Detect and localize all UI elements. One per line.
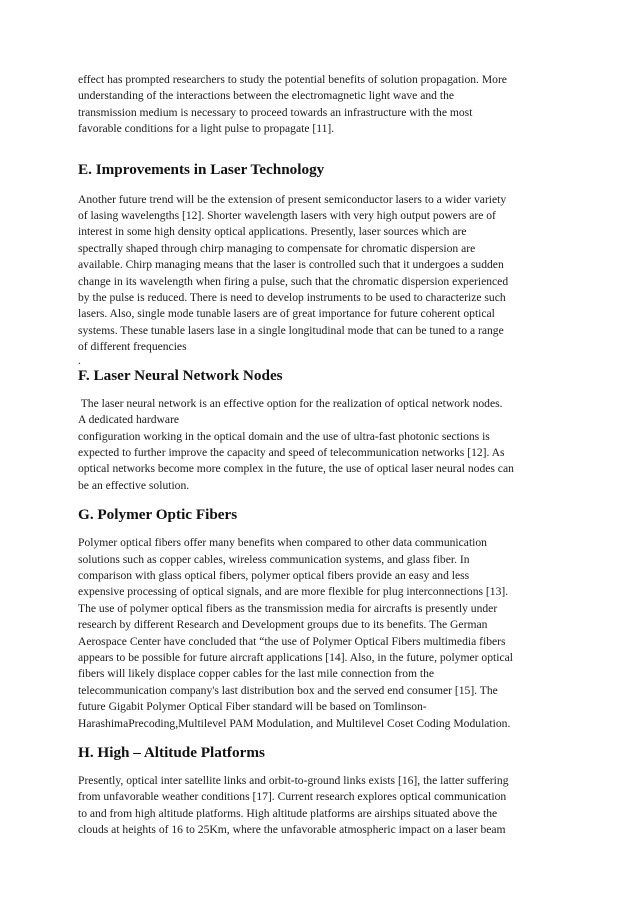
section-e-line: of lasing wavelengths [12]. Shorter wavelength lasers with very high output powers are of [78,209,496,223]
section-e-line: systems. These tunable lasers lase in a single longitudinal mode that can be tuned to a range [78,323,504,337]
section-h-line: to and from high altitude platforms. High altitude platforms are airships situated above the [78,806,498,820]
section-e-paragraph [78,192,568,365]
section-f-paragraph [78,396,568,494]
section-e-line: spectrally shaped through chirp managing to compensate for chromatic dispersion are [78,241,476,255]
section-g-line: research by different Research and Development groups due to its benefits. The German [78,618,488,632]
section-g-line: future Gigabit Polymer Optical Fiber standard will be based on Tomlinson- [78,700,427,714]
section-e-line: available. Chirp managing means that the laser is controlled such that it undergoes a sudden [78,258,504,272]
section-f-line: A dedicated hardware [78,413,180,427]
section-e-line: . [78,353,81,367]
section-f-line: be an effective solution. [78,478,190,492]
intro-line: understanding of the interactions between the electromagnetic light wave and the [78,89,455,103]
section-e-line: interest in some high density optical applications. Presently, laser sources which are [78,225,467,239]
section-f-line: expected to further improve the capacity and speed of telecommunication networks [12]. As [78,445,505,459]
section-f-line: optical networks become more complex in the future, the use of optical laser neural nodes can [78,462,514,476]
section-g-line: solutions such as copper cables, wireless communication systems, and glass fiber. In [78,552,470,566]
section-g-line: appears to be possible for future aircraft applications [14]. Also, in the future, polymer optical [78,650,513,664]
section-h-line: Presently, optical inter satellite links and orbit-to-ground links exists [16], the latter suffering [78,774,509,787]
section-f-line: configuration working in the optical domain and the use of ultra-fast photonic sections is [78,429,490,443]
section-e-line: by the pulse is reduced. There is need to develop instruments to be used to characterize such [78,291,506,305]
section-h-line: from unfavorable weather conditions [17]. Current research explores optical communication [78,790,507,804]
section-g-line: telecommunication company's last distribution box and the served end consumer [15]. The [78,683,498,697]
intro-line: favorable conditions for a light pulse to propagate [11]. [78,122,335,136]
section-f-line: The laser neural network is an effective option for the realization of optical network nodes. [78,396,503,410]
section-g-paragraph [78,535,568,732]
section-g-line: comparison with glass optical fibers, polymer optical fibers provide an easy and less [78,568,470,582]
section-heading-h: H. High – Altitude Platforms [78,744,265,761]
section-heading-e: E. Improvements in Laser Technology [78,160,325,178]
section-g-line: expensive processing of optical signals, and are more flexible for plug interconnections [13]. [78,585,509,599]
intro-line: transmission medium is necessary to proceed towards an infrastructure with the most [78,105,473,119]
section-g-line: HarashimaPrecoding,Multilevel PAM Modulation, and Multilevel Coset Coding Modulation. [78,716,511,730]
section-g-line: The use of polymer optical fibers as the transmission media for aircrafts is presently under [78,601,498,615]
section-g-line: fibers will likely displace copper cables for the last mile connection from the [78,667,435,681]
section-h-line: clouds at heights of 16 to 25Km, where the unfavorable atmospheric impact on a laser beam [78,823,506,837]
section-e-line: lasers. Also, single mode tunable lasers are of great importance for future coherent optical [78,307,495,321]
section-heading-g: G. Polymer Optic Fibers [78,506,238,524]
intro-line: effect has prompted researchers to study the potential benefits of solution propagation. More [78,73,507,86]
section-e-line: Another future trend will be the extension of present semiconductor lasers to a wider variety [78,192,507,206]
section-h-paragraph [78,773,568,839]
section-g-line: Aerospace Center have concluded that “the use of Polymer Optical Fibers multimedia fibers [78,634,506,648]
section-heading-f: F. Laser Neural Network Nodes [78,366,283,384]
section-e-line: change in its wavelength when firing a pulse, such that the chromatic dispersion experienced [78,274,509,288]
intro-paragraph [78,72,568,138]
page-content [78,72,568,839]
section-e-line: of different frequencies [78,340,187,354]
section-g-line: Polymer optical fibers offer many benefits when compared to other data communication [78,536,487,550]
